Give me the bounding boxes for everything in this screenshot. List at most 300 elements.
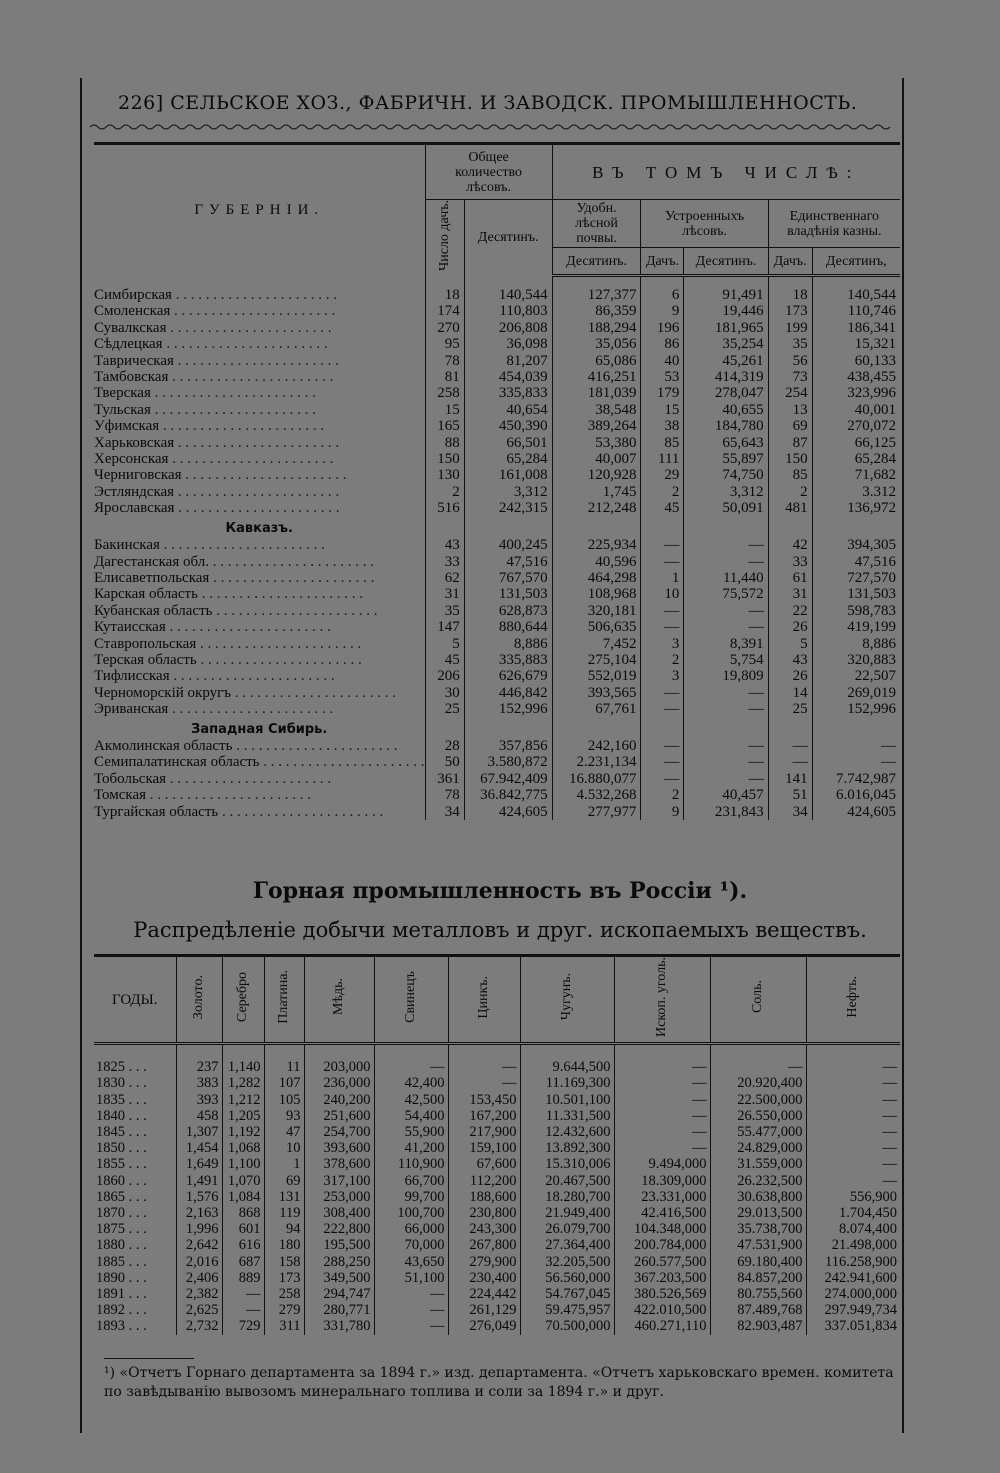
table-row bbox=[94, 603, 900, 619]
cell-value: 240,200 bbox=[304, 1092, 374, 1108]
table-row bbox=[94, 336, 900, 352]
cell-value: 242,315 bbox=[464, 500, 552, 516]
cell-value: 2.231,134 bbox=[552, 754, 641, 770]
cell-value: 389,264 bbox=[552, 418, 641, 434]
cell-value: 167,200 bbox=[448, 1108, 520, 1124]
cell-value: 311 bbox=[264, 1318, 304, 1334]
cell-value: 270,072 bbox=[812, 418, 900, 434]
cell-value: 454,039 bbox=[464, 369, 552, 385]
table-row bbox=[94, 586, 900, 602]
cell-value: 6 bbox=[641, 287, 684, 303]
cell-value: 380.526,569 bbox=[614, 1286, 710, 1302]
cell-value: — bbox=[374, 1059, 448, 1075]
cell-value: 22,507 bbox=[812, 668, 900, 684]
cell-value: 107 bbox=[264, 1075, 304, 1091]
cell-value: — bbox=[641, 619, 684, 635]
cell-value: — bbox=[614, 1059, 710, 1075]
col-state: Единственнаго владѣнія казны. bbox=[768, 200, 900, 248]
table-row bbox=[94, 1270, 900, 1286]
cell-value: 127,377 bbox=[552, 287, 641, 303]
sub-desyatin-2: Десятинъ. bbox=[684, 248, 768, 276]
cell-value: 153,450 bbox=[448, 1092, 520, 1108]
cell-value: 112,200 bbox=[448, 1173, 520, 1189]
cell-value: 13.892,300 bbox=[520, 1140, 614, 1156]
cell-value: 414,319 bbox=[684, 369, 768, 385]
cell-value: 320,181 bbox=[552, 603, 641, 619]
cell-value: 40,457 bbox=[684, 787, 768, 803]
table-row bbox=[94, 636, 900, 652]
cell-value: 601 bbox=[222, 1221, 264, 1237]
cell-value: 86 bbox=[641, 336, 684, 352]
cell-value: 323,996 bbox=[812, 385, 900, 401]
cell-value: 14 bbox=[768, 685, 812, 701]
cell-value: 416,251 bbox=[552, 369, 641, 385]
cell-value: 60,133 bbox=[812, 353, 900, 369]
cell-value: 3 bbox=[641, 668, 684, 684]
region-name: Терская область . . . . . . . . . . . . . . . . . . . . . . bbox=[94, 651, 362, 668]
region-name: Карская область . . . . . . . . . . . . . . . . . . . . . . bbox=[94, 586, 363, 603]
cell-value: 141 bbox=[768, 771, 812, 787]
region-name: Харьковская . . . . . . . . . . . . . . . . . . . . . . bbox=[94, 434, 340, 451]
cell-value: 38,548 bbox=[552, 402, 641, 418]
table-row bbox=[94, 554, 900, 570]
cell-value: 10 bbox=[641, 586, 684, 602]
cell-value: — bbox=[684, 554, 768, 570]
cell-value: 230,800 bbox=[448, 1205, 520, 1221]
cell-value: 47,516 bbox=[812, 554, 900, 570]
cell-value: 254,700 bbox=[304, 1124, 374, 1140]
cell-value: 5,754 bbox=[684, 652, 768, 668]
cell-value: 45,261 bbox=[684, 353, 768, 369]
cell-value: 47 bbox=[264, 1124, 304, 1140]
cell-value: 552,019 bbox=[552, 668, 641, 684]
cell-value: 131 bbox=[264, 1189, 304, 1205]
table-row bbox=[94, 402, 900, 418]
cell-value: — bbox=[806, 1124, 900, 1140]
cell-value: 26 bbox=[768, 668, 812, 684]
cell-value: 15,321 bbox=[812, 336, 900, 352]
region-name: Тверская . . . . . . . . . . . . . . . . . . . . . . bbox=[94, 385, 316, 402]
cell-value: 70,000 bbox=[374, 1237, 448, 1253]
cell-value: 110,803 bbox=[464, 303, 552, 319]
cell-value: 367.203,500 bbox=[614, 1270, 710, 1286]
cell-value: 26.550,000 bbox=[710, 1108, 806, 1124]
cell-value: 18 bbox=[768, 287, 812, 303]
region-name: Черниговская . . . . . . . . . . . . . . . . . . . . . . bbox=[94, 467, 347, 484]
cell-value: 2 bbox=[768, 484, 812, 500]
cell-value: 25 bbox=[425, 701, 464, 717]
cell-value: 179 bbox=[641, 385, 684, 401]
cell-value: 230,400 bbox=[448, 1270, 520, 1286]
cell-value: 2 bbox=[641, 652, 684, 668]
cell-value: 288,250 bbox=[304, 1254, 374, 1270]
cell-value: 140,544 bbox=[812, 287, 900, 303]
cell-value: 1,996 bbox=[176, 1221, 222, 1237]
table-row bbox=[94, 1156, 900, 1172]
cell-value: 460.271,110 bbox=[614, 1318, 710, 1334]
mining-col-header: Ископ. уголь. bbox=[614, 956, 710, 1044]
cell-value: 277,977 bbox=[552, 804, 641, 820]
cell-value: 13 bbox=[768, 402, 812, 418]
cell-value: 53 bbox=[641, 369, 684, 385]
cell-value: 32.205,500 bbox=[520, 1254, 614, 1270]
cell-value: 35,056 bbox=[552, 336, 641, 352]
cell-value: 19,809 bbox=[684, 668, 768, 684]
region-name: Кутаисская . . . . . . . . . . . . . . . . . . . . . . bbox=[94, 619, 331, 636]
col-total-forests: Общее количество лѣсовъ. bbox=[425, 144, 552, 200]
cell-value: — bbox=[614, 1075, 710, 1091]
cell-value: 40,007 bbox=[552, 451, 641, 467]
cell-value: 195,500 bbox=[304, 1237, 374, 1253]
cell-value: 1,745 bbox=[552, 484, 641, 500]
cell-value: — bbox=[684, 685, 768, 701]
cell-value: — bbox=[641, 603, 684, 619]
table-row bbox=[94, 570, 900, 586]
cell-value: 206 bbox=[425, 668, 464, 684]
cell-value: 18.280,700 bbox=[520, 1189, 614, 1205]
table-row bbox=[94, 754, 900, 770]
cell-value: 161,008 bbox=[464, 467, 552, 483]
cell-value: 626,679 bbox=[464, 668, 552, 684]
region-name: Черноморскiй округъ . . . . . . . . . . . . . . . . . . . . . . bbox=[94, 684, 397, 701]
cell-value: 458 bbox=[176, 1108, 222, 1124]
cell-value: 53,380 bbox=[552, 435, 641, 451]
cell-value: 2,382 bbox=[176, 1286, 222, 1302]
cell-value: 2,625 bbox=[176, 1302, 222, 1318]
cell-value: — bbox=[641, 554, 684, 570]
year-cell: 1875 . . . bbox=[96, 1221, 147, 1238]
cell-value: — bbox=[768, 738, 812, 754]
cell-value: 237 bbox=[176, 1059, 222, 1075]
cell-value: 85 bbox=[768, 467, 812, 483]
cell-value: 279 bbox=[264, 1302, 304, 1318]
cell-value: 91,491 bbox=[684, 287, 768, 303]
cell-value: 11.331,500 bbox=[520, 1108, 614, 1124]
cell-value: 254 bbox=[768, 385, 812, 401]
cell-value: 35.738,700 bbox=[710, 1221, 806, 1237]
cell-value: 424,605 bbox=[812, 804, 900, 820]
cell-value: 217,900 bbox=[448, 1124, 520, 1140]
cell-value: 22 bbox=[768, 603, 812, 619]
mining-title: Горная промышленность въ Россiи ¹). bbox=[252, 878, 748, 904]
cell-value: 55.477,000 bbox=[710, 1124, 806, 1140]
cell-value: 108,968 bbox=[552, 586, 641, 602]
cell-value: — bbox=[684, 754, 768, 770]
table-row bbox=[94, 1286, 900, 1302]
cell-value: 267,800 bbox=[448, 1237, 520, 1253]
region-name: Смоленская . . . . . . . . . . . . . . . . . . . . . . bbox=[94, 303, 336, 320]
cell-value: — bbox=[684, 738, 768, 754]
cell-value: 1,307 bbox=[176, 1124, 222, 1140]
cell-value: 56.560,000 bbox=[520, 1270, 614, 1286]
cell-value: 337.051,834 bbox=[806, 1318, 900, 1334]
cell-value: 1 bbox=[264, 1156, 304, 1172]
table-row bbox=[94, 418, 900, 434]
table-row bbox=[94, 1302, 900, 1318]
cell-value: — bbox=[812, 754, 900, 770]
cell-value: 2,732 bbox=[176, 1318, 222, 1334]
mining-subtitle: Распредѣленiе добычи металловъ и друг. ископаемыхъ веществъ. bbox=[133, 918, 867, 942]
cell-value: 464,298 bbox=[552, 570, 641, 586]
table-row bbox=[94, 787, 900, 803]
footnote: ¹) «Отчетъ Горнаго департамента за 1894 г.» изд. департамента. «Отчетъ харьковскаго времен. комитета по завѣдыванiю вывозомъ минеральнаго топлива и соли за 1894 г.» и друг. bbox=[104, 1365, 894, 1400]
table-row bbox=[94, 1124, 900, 1140]
cell-value: — bbox=[684, 619, 768, 635]
cell-value: — bbox=[614, 1140, 710, 1156]
cell-value: — bbox=[641, 771, 684, 787]
cell-value: 30.638,800 bbox=[710, 1189, 806, 1205]
cell-value: 33 bbox=[425, 554, 464, 570]
cell-value: — bbox=[374, 1286, 448, 1302]
region-name: Тургайская область . . . . . . . . . . . . . . . . . . . . . . bbox=[94, 803, 384, 820]
forest-table bbox=[94, 142, 900, 820]
cell-value: 481 bbox=[768, 500, 812, 516]
cell-value: 5 bbox=[425, 636, 464, 652]
cell-value: 19,446 bbox=[684, 303, 768, 319]
cell-value: 278,047 bbox=[684, 385, 768, 401]
cell-value: 67,600 bbox=[448, 1156, 520, 1172]
cell-value: 131,503 bbox=[464, 586, 552, 602]
cell-value: 18.309,000 bbox=[614, 1173, 710, 1189]
cell-value: 28 bbox=[425, 738, 464, 754]
cell-value: — bbox=[684, 603, 768, 619]
cell-value: 1,084 bbox=[222, 1189, 264, 1205]
cell-value: — bbox=[641, 754, 684, 770]
cell-value: 279,900 bbox=[448, 1254, 520, 1270]
cell-value: 86,359 bbox=[552, 303, 641, 319]
cell-value: 3 bbox=[641, 636, 684, 652]
cell-value: 78 bbox=[425, 353, 464, 369]
year-cell: 1855 . . . bbox=[96, 1156, 147, 1173]
cell-value: 10 bbox=[264, 1140, 304, 1156]
cell-value: 20.920,400 bbox=[710, 1075, 806, 1091]
region-name: Кубанская область . . . . . . . . . . . . . . . . . . . . . . bbox=[94, 602, 378, 619]
mining-col-header: Цинкъ. bbox=[448, 956, 520, 1044]
col-desyatin: Десятинъ. bbox=[464, 200, 552, 276]
cell-value: 9 bbox=[641, 303, 684, 319]
cell-value: 80.755,560 bbox=[710, 1286, 806, 1302]
cell-value: 65,284 bbox=[812, 451, 900, 467]
cell-value: — bbox=[641, 738, 684, 754]
cell-value: — bbox=[684, 537, 768, 553]
cell-value: — bbox=[222, 1286, 264, 1302]
col-fit-soil: Удобн. лѣсной почвы. bbox=[552, 200, 641, 248]
cell-value: 361 bbox=[425, 771, 464, 787]
cell-value: 450,390 bbox=[464, 418, 552, 434]
cell-value: — bbox=[222, 1302, 264, 1318]
cell-value: 85 bbox=[641, 435, 684, 451]
cell-value: — bbox=[806, 1156, 900, 1172]
cell-value: 6.016,045 bbox=[812, 787, 900, 803]
cell-value: 67,761 bbox=[552, 701, 641, 717]
cell-value: 173 bbox=[768, 303, 812, 319]
cell-value: 181,039 bbox=[552, 385, 641, 401]
year-cell: 1885 . . . bbox=[96, 1253, 147, 1270]
mining-col-header: Мѣдь. bbox=[304, 956, 374, 1044]
table-row bbox=[94, 1092, 900, 1108]
cell-value: 516 bbox=[425, 500, 464, 516]
cell-value: 556,900 bbox=[806, 1189, 900, 1205]
mining-col-header: Соль. bbox=[710, 956, 806, 1044]
cell-value: 100,700 bbox=[374, 1205, 448, 1221]
cell-value: 251,600 bbox=[304, 1108, 374, 1124]
cell-value: 45 bbox=[425, 652, 464, 668]
table-row bbox=[94, 685, 900, 701]
table-row bbox=[94, 771, 900, 787]
cell-value: 41,200 bbox=[374, 1140, 448, 1156]
cell-value: — bbox=[806, 1092, 900, 1108]
cell-value: 165 bbox=[425, 418, 464, 434]
table-row bbox=[94, 467, 900, 483]
cell-value: 78 bbox=[425, 787, 464, 803]
cell-value: — bbox=[806, 1173, 900, 1189]
mining-col-header: Платина. bbox=[264, 956, 304, 1044]
cell-value: 276,049 bbox=[448, 1318, 520, 1334]
cell-value: — bbox=[374, 1302, 448, 1318]
cell-value: 95 bbox=[425, 336, 464, 352]
year-cell: 1840 . . . bbox=[96, 1107, 147, 1124]
cell-value: 36.842,775 bbox=[464, 787, 552, 803]
cell-value: 3,312 bbox=[464, 484, 552, 500]
table-row bbox=[94, 1173, 900, 1189]
cell-value: 242,160 bbox=[552, 738, 641, 754]
cell-value: 131,503 bbox=[812, 586, 900, 602]
table-row bbox=[94, 451, 900, 467]
table-row bbox=[94, 619, 900, 635]
cell-value: 116.258,900 bbox=[806, 1254, 900, 1270]
cell-value: 184,780 bbox=[684, 418, 768, 434]
region-name: Сувалкская . . . . . . . . . . . . . . . . . . . . . . bbox=[94, 319, 332, 336]
cell-value: 1,649 bbox=[176, 1156, 222, 1172]
cell-value: 4.532,268 bbox=[552, 787, 641, 803]
cell-value: 119 bbox=[264, 1205, 304, 1221]
cell-value: 42,500 bbox=[374, 1092, 448, 1108]
cell-value: — bbox=[710, 1059, 806, 1075]
cell-value: 275,104 bbox=[552, 652, 641, 668]
cell-value: 331,780 bbox=[304, 1318, 374, 1334]
cell-value: 54,400 bbox=[374, 1108, 448, 1124]
sub-desyatin-3: Десятинъ, bbox=[812, 248, 900, 276]
cell-value: — bbox=[812, 738, 900, 754]
cell-value: 9.494,000 bbox=[614, 1156, 710, 1172]
cell-value: 8,886 bbox=[464, 636, 552, 652]
cell-value: 69.180,400 bbox=[710, 1254, 806, 1270]
sub-desyatin: Десятинъ. bbox=[552, 248, 641, 276]
cell-value: 1.704,450 bbox=[806, 1205, 900, 1221]
cell-value: 55,900 bbox=[374, 1124, 448, 1140]
cell-value: 130 bbox=[425, 467, 464, 483]
cell-value: 320,883 bbox=[812, 652, 900, 668]
cell-value: 335,833 bbox=[464, 385, 552, 401]
sub-dach-2: Дачъ. bbox=[768, 248, 812, 276]
mining-col-header: Чугунъ. bbox=[520, 956, 614, 1044]
cell-value: 43 bbox=[425, 537, 464, 553]
cell-value: — bbox=[684, 771, 768, 787]
cell-value: 45 bbox=[641, 500, 684, 516]
cell-value: 73 bbox=[768, 369, 812, 385]
cell-value: 222,800 bbox=[304, 1221, 374, 1237]
cell-value: 110,900 bbox=[374, 1156, 448, 1172]
cell-value: 8,886 bbox=[812, 636, 900, 652]
table-row bbox=[94, 303, 900, 319]
cell-value: 15 bbox=[641, 402, 684, 418]
cell-value: — bbox=[641, 701, 684, 717]
cell-value: — bbox=[614, 1108, 710, 1124]
cell-value: 598,783 bbox=[812, 603, 900, 619]
cell-value: 2,163 bbox=[176, 1205, 222, 1221]
cell-value: 378,600 bbox=[304, 1156, 374, 1172]
cell-value: 349,500 bbox=[304, 1270, 374, 1286]
region-name: Уфимская . . . . . . . . . . . . . . . . . . . . . . bbox=[94, 418, 325, 435]
region-name: Тобольская . . . . . . . . . . . . . . . . . . . . . . bbox=[94, 770, 332, 787]
section-heading bbox=[94, 718, 900, 738]
cell-value: 93 bbox=[264, 1108, 304, 1124]
cell-value: 40 bbox=[641, 353, 684, 369]
cell-value: 868 bbox=[222, 1205, 264, 1221]
cell-value: 30 bbox=[425, 685, 464, 701]
cell-value: 31.559,000 bbox=[710, 1156, 806, 1172]
table-row bbox=[94, 320, 900, 336]
year-cell: 1850 . . . bbox=[96, 1140, 147, 1157]
cell-value: 506,635 bbox=[552, 619, 641, 635]
table-row bbox=[94, 537, 900, 553]
cell-value: 136,972 bbox=[812, 500, 900, 516]
cell-value: — bbox=[684, 701, 768, 717]
cell-value: 1,140 bbox=[222, 1059, 264, 1075]
year-cell: 1865 . . . bbox=[96, 1188, 147, 1205]
cell-value: 616 bbox=[222, 1237, 264, 1253]
wavy-rule bbox=[90, 122, 890, 132]
cell-value: 173 bbox=[264, 1270, 304, 1286]
cell-value: 16.880,077 bbox=[552, 771, 641, 787]
year-cell: 1880 . . . bbox=[96, 1237, 147, 1254]
cell-value: 394,305 bbox=[812, 537, 900, 553]
table-row bbox=[94, 668, 900, 684]
cell-value: 10.501,100 bbox=[520, 1092, 614, 1108]
cell-value: 889 bbox=[222, 1270, 264, 1286]
region-name: Тульская . . . . . . . . . . . . . . . . . . . . . . bbox=[94, 401, 316, 418]
cell-value: 40,001 bbox=[812, 402, 900, 418]
cell-value: 84.857,200 bbox=[710, 1270, 806, 1286]
cell-value: 15.310,006 bbox=[520, 1156, 614, 1172]
cell-value: 99,700 bbox=[374, 1189, 448, 1205]
cell-value: 66,501 bbox=[464, 435, 552, 451]
cell-value: 26.232,500 bbox=[710, 1173, 806, 1189]
cell-value: 42,400 bbox=[374, 1075, 448, 1091]
cell-value: 74,750 bbox=[684, 467, 768, 483]
cell-value: 186,341 bbox=[812, 320, 900, 336]
year-cell: 1870 . . . bbox=[96, 1205, 147, 1222]
cell-value: 11 bbox=[264, 1059, 304, 1075]
page-header: 226] СЕЛЬСКОЕ ХОЗ., ФАБРИЧН. И ЗАВОДСК. ПРОМЫШЛЕННОСТЬ. bbox=[118, 92, 858, 114]
cell-value: 152,996 bbox=[812, 701, 900, 717]
cell-value: 729 bbox=[222, 1318, 264, 1334]
table-row bbox=[94, 435, 900, 451]
mining-col-header: Золото. bbox=[176, 956, 222, 1044]
cell-value: 23.331,000 bbox=[614, 1189, 710, 1205]
table-row bbox=[94, 1189, 900, 1205]
cell-value: — bbox=[374, 1318, 448, 1334]
cell-value: 393 bbox=[176, 1092, 222, 1108]
cell-value: 280,771 bbox=[304, 1302, 374, 1318]
cell-value: 65,643 bbox=[684, 435, 768, 451]
cell-value: — bbox=[614, 1092, 710, 1108]
cell-value: 270 bbox=[425, 320, 464, 336]
cell-value: 50,091 bbox=[684, 500, 768, 516]
cell-value: 35 bbox=[425, 603, 464, 619]
cell-value: 188,600 bbox=[448, 1189, 520, 1205]
table-row bbox=[94, 484, 900, 500]
